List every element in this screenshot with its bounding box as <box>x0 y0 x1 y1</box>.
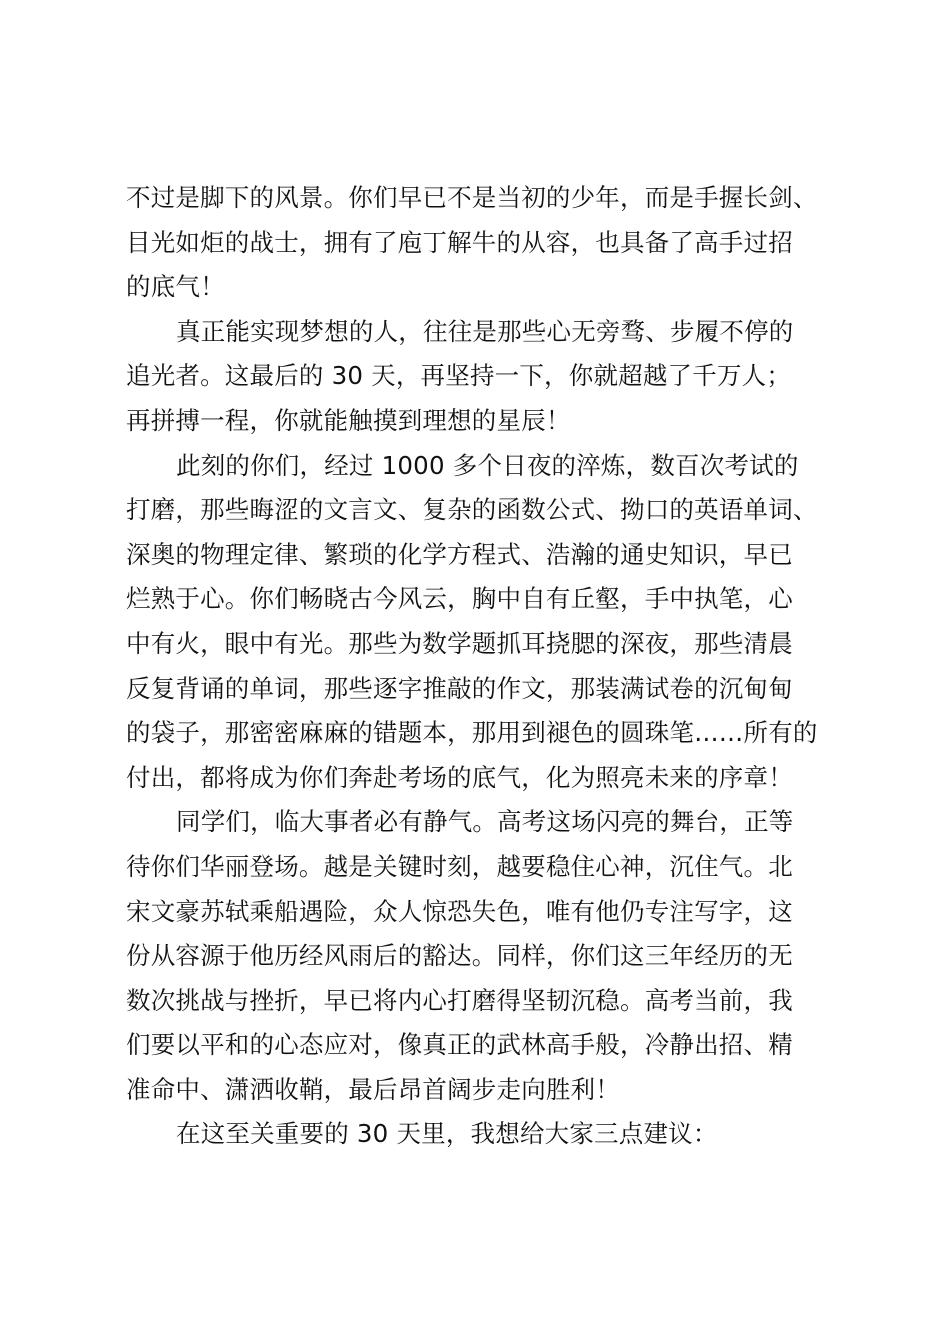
text-line: 的底气！ <box>126 272 225 302</box>
text-line: 们要以平和的心态应对，像真正的武林高手般，冷静出招、精 <box>126 1030 793 1060</box>
text-line: 准命中、潇洒收鞘，最后昂首阔步走向胜利！ <box>126 1074 620 1104</box>
body-text <box>126 176 846 1157</box>
text-line: 宋文豪苏轼乘船遇险，众人惊恐失色，唯有他仍专注写字，这 <box>126 896 793 926</box>
text-line: 份从容源于他历经风雨后的豁达。同样，你们这三年经历的无 <box>126 941 793 971</box>
text-line: 中有火，眼中有光。那些为数学题抓耳挠腮的深夜，那些清晨 <box>126 628 793 658</box>
text-line: 的袋子，那密密麻麻的错题本，那用到褪色的圆珠笔……所有的 <box>126 718 818 748</box>
paragraph-first-line: 此刻的你们，经过 1000 多个日夜的淬炼，数百次考试的 <box>176 450 799 480</box>
text-line: 追光者。这最后的 30 天，再坚持一下，你就超越了千万人； <box>126 361 792 391</box>
text-line: 数次挑战与挫折，早已将内心打磨得坚韧沉稳。高考当前，我 <box>126 985 793 1015</box>
paragraph-first-line: 真正能实现梦想的人，往往是那些心无旁骛、步履不停的 <box>176 316 794 346</box>
text-line: 再拼搏一程，你就能触摸到理想的星辰！ <box>126 405 571 435</box>
text-line: 深奥的物理定律、繁琐的化学方程式、浩瀚的通史知识，早已 <box>126 539 793 569</box>
text-line: 待你们华丽登场。越是关键时刻，越要稳住心神，沉住气。北 <box>126 851 793 881</box>
paragraph-first-line: 在这至关重要的 30 天里，我想给大家三点建议： <box>176 1119 718 1149</box>
text-line: 反复背诵的单词，那些逐字推敲的作文，那装满试卷的沉甸甸 <box>126 673 793 703</box>
text-line: 不过是脚下的风景。你们早已不是当初的少年，而是手握长剑、 <box>126 183 818 212</box>
paragraph-first-line: 同学们，临大事者必有静气。高考这场闪亮的舞台，正等 <box>176 807 794 837</box>
text-line: 付出，都将成为你们奔赴考场的底气，化为照亮未来的序章！ <box>126 762 793 792</box>
text-line: 目光如炬的战士，拥有了庖丁解牛的从容，也具备了高手过招 <box>126 227 793 257</box>
text-line: 打磨，那些晦涩的文言文、复杂的函数公式、拗口的英语单词、 <box>126 495 818 525</box>
text-line: 烂熟于心。你们畅晓古今风云，胸中自有丘壑，手中执笔，心 <box>126 584 793 614</box>
